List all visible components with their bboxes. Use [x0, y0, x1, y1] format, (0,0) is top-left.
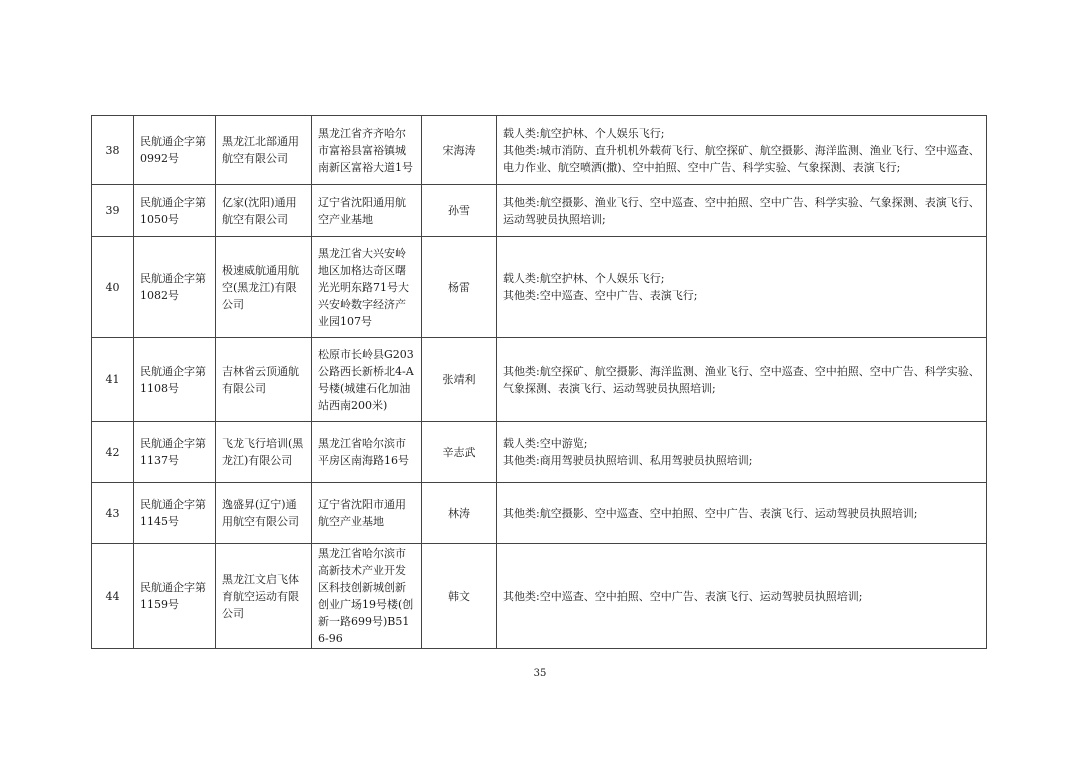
company-address: 黑龙江省哈尔滨市平房区南海路16号: [312, 422, 422, 483]
row-number: 39: [92, 185, 134, 237]
certificate-number: 民航通企字第1082号: [134, 237, 216, 338]
page-number: 35: [533, 668, 547, 679]
contact-person: 韩文: [422, 544, 497, 649]
certificate-number: 民航通企字第1050号: [134, 185, 216, 237]
row-number: 42: [92, 422, 134, 483]
certificate-number: 民航通企字第1145号: [134, 483, 216, 544]
business-scope: [497, 185, 987, 237]
scope-line: 载人类:航空护林、个人娱乐飞行;: [503, 126, 665, 140]
row-number: 44: [92, 544, 134, 649]
registry-table: [91, 115, 987, 649]
contact-person: 孙雪: [422, 185, 497, 237]
scope-line: 其他类:商用驾驶员执照培训、私用驾驶员执照培训;: [503, 454, 753, 467]
business-scope: [497, 483, 987, 544]
contact-person: 张靖利: [422, 338, 497, 422]
company-name: 极速威航通用航空(黑龙江)有限公司: [216, 237, 312, 338]
table-row: [92, 544, 987, 649]
company-name: 黑龙江北部通用航空有限公司: [216, 116, 312, 185]
row-number: 40: [92, 237, 134, 338]
scope-line: 其他类:空中巡查、空中拍照、空中广告、表演飞行、运动驾驶员执照培训;: [503, 589, 863, 603]
table-row: [92, 237, 987, 338]
table-row: [92, 422, 987, 483]
company-name: 吉林省云顶通航有限公司: [216, 338, 312, 422]
company-address: 辽宁省沈阳市通用航空产业基地: [312, 483, 422, 544]
company-name: 黑龙江文启飞体育航空运动有限公司: [216, 544, 312, 649]
table-row: [92, 338, 987, 422]
business-scope: [497, 544, 987, 649]
contact-person: 宋海涛: [422, 116, 497, 185]
business-scope: [497, 338, 987, 422]
business-scope: [497, 422, 987, 483]
scope-line: 其他类:航空摄影、渔业飞行、空中巡查、空中拍照、空中广告、科学实验、气象探测、表演飞行、运动驾驶员执照培训;: [503, 195, 980, 226]
table-row: [92, 185, 987, 237]
scope-line: 载人类:航空护林、个人娱乐飞行;: [503, 272, 665, 285]
table-row: [92, 116, 987, 185]
registry-table-body: [92, 116, 987, 649]
business-scope: [497, 116, 987, 185]
certificate-number: 民航通企字第1159号: [134, 544, 216, 649]
company-address: 松原市长岭县G203公路西长新桥北4-A号楼(城建石化加油站西南200米): [312, 338, 422, 422]
scope-line: 其他类:航空探矿、航空摄影、海洋监测、渔业飞行、空中巡查、空中拍照、空中广告、科学实验、气象探测、表演飞行、运动驾驶员执照培训;: [503, 364, 980, 395]
company-name: 亿家(沈阳)通用航空有限公司: [216, 185, 312, 237]
row-number: 43: [92, 483, 134, 544]
contact-person: 林涛: [422, 483, 497, 544]
scope-line: 其他类:城市消防、直升机机外载荷飞行、航空探矿、航空摄影、海洋监测、渔业飞行、空中巡查、电力作业、航空喷洒(撒)、空中拍照、空中广告、科学实验、气象探测、表演飞行;: [503, 143, 980, 174]
company-address: 黑龙江省齐齐哈尔市富裕县富裕镇城南新区富裕大道1号: [312, 116, 422, 185]
business-scope: [497, 237, 987, 338]
scope-line: 其他类:航空摄影、空中巡查、空中拍照、空中广告、表演飞行、运动驾驶员执照培训;: [503, 506, 918, 520]
company-name: 飞龙飞行培训(黑龙江)有限公司: [216, 422, 312, 483]
certificate-number: 民航通企字第0992号: [134, 116, 216, 185]
scope-line: 载人类:空中游览;: [503, 437, 588, 450]
row-number: 41: [92, 338, 134, 422]
company-name: 逸盛昇(辽宁)通用航空有限公司: [216, 483, 312, 544]
company-address: 辽宁省沈阳通用航空产业基地: [312, 185, 422, 237]
scope-line: 其他类:空中巡查、空中广告、表演飞行;: [503, 289, 698, 302]
company-address: 黑龙江省哈尔滨市高新技术产业开发区科技创新城创新创业广场19号楼(创新一路699号)B516-96: [312, 544, 422, 649]
company-address: 黑龙江省大兴安岭地区加格达奇区曙光光明东路71号大兴安岭数字经济产业园107号: [312, 237, 422, 338]
row-number: 38: [92, 116, 134, 185]
contact-person: 辛志武: [422, 422, 497, 483]
table-row: [92, 483, 987, 544]
certificate-number: 民航通企字第1137号: [134, 422, 216, 483]
certificate-number: 民航通企字第1108号: [134, 338, 216, 422]
contact-person: 杨雷: [422, 237, 497, 338]
